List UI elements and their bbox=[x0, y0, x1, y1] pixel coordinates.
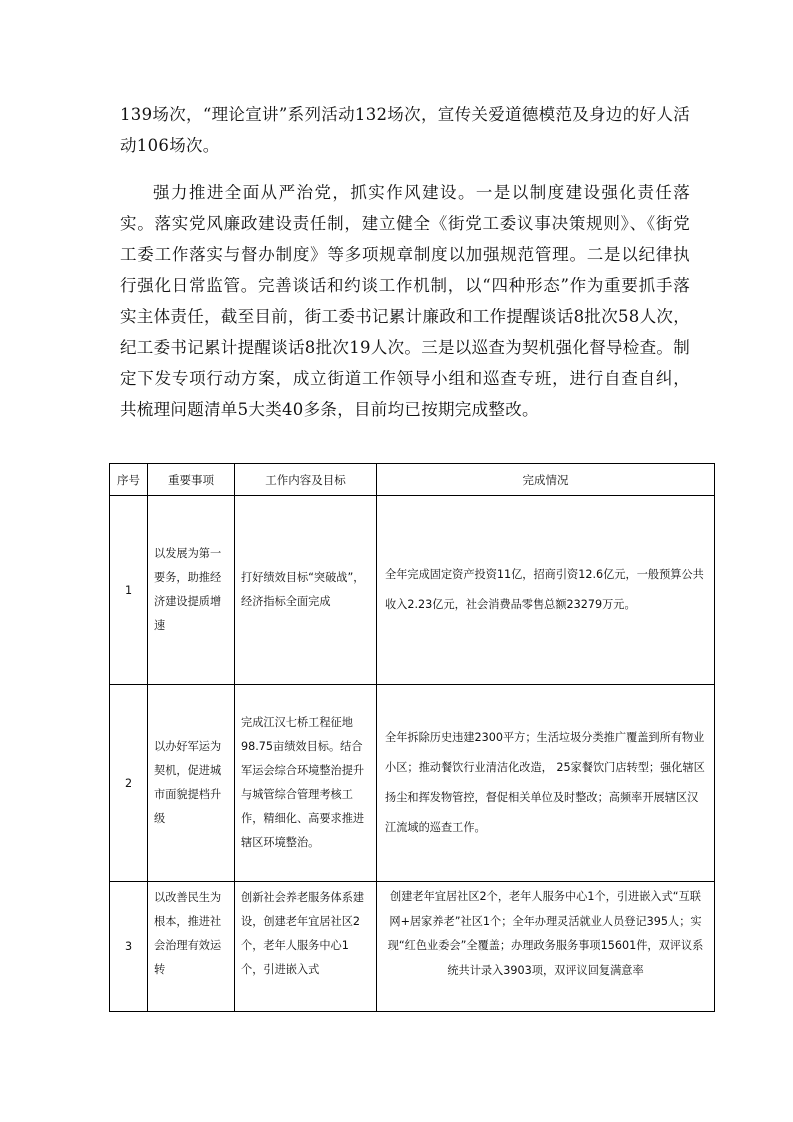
work-summary-table bbox=[109, 463, 715, 1012]
table-row bbox=[110, 496, 715, 685]
row-goal: 完成江汉七桥工程征地98.75亩绩效目标。结合军运会综合环境整治提升与城管综合管理考核工作，精细化、高要求推进辖区环境整治。 bbox=[235, 685, 377, 882]
row-item: 以发展为第一要务，助推经济建设提质增速 bbox=[148, 496, 235, 685]
row-seq: 2 bbox=[110, 685, 148, 882]
table-row bbox=[110, 685, 715, 882]
row-goal: 打好绩效目标“突破战”，经济指标全面完成 bbox=[235, 496, 377, 685]
header-item: 重要事项 bbox=[148, 464, 235, 496]
row-goal: 创新社会养老服务体系建设，创建老年宜居社区2个，老年人服务中心1个，引进嵌入式 bbox=[241, 891, 365, 976]
row-item: 以改善民生为根本，推进社会治理有效运转 bbox=[154, 891, 222, 976]
row-result: 创建老年宜居社区2个，老年人服务中心1个，引进嵌入式“互联网+居家养老”社区1个；全年办理灵活就业人员登记395人；实现“红色业委会”全覆盖；办理政务服务事项15601件，双评议系统共计录入3903项，双评议回复满意率 bbox=[387, 890, 704, 977]
header-seq: 序号 bbox=[110, 464, 148, 496]
header-result: 完成情况 bbox=[377, 464, 715, 496]
table-header-row bbox=[110, 464, 715, 496]
row-seq: 3 bbox=[110, 882, 148, 1012]
row-result: 全年完成固定资产投资11亿，招商引资12.6亿元，一般预算公共收入2.23亿元，社会消费品零售总额23279万元。 bbox=[377, 496, 715, 685]
row-item: 以办好军运为契机，促进城市面貌提档升级 bbox=[148, 685, 235, 882]
table-row bbox=[110, 882, 715, 1012]
header-goal: 工作内容及目标 bbox=[235, 464, 377, 496]
row-seq: 1 bbox=[110, 496, 148, 685]
row-goal-cell bbox=[235, 882, 377, 1012]
row-item-cell bbox=[148, 882, 235, 1012]
paragraph-party-discipline: 强力推进全面从严治党，抓实作风建设。一是以制度建设强化责任落实。落实党风廉政建设责任制，建立健全《街党工委议事决策规则》、《街党工委工作落实与督办制度》等多项规章制度以加强规范管理。二是以纪律执行强化日常监管。完善谈话和约谈工作机制，以“四种形态”作为重要抓手落实主体责任，截至目前，街工委书记累计廉政和工作提醒谈话8批次58人次，纪工委书记累计提醒谈话8批次19人次。三是以巡查为契机强化督导检查。制定下发专项行动方案，成立街道工作领导小组和巡查专班，进行自查自纠，共梳理问题清单5大类40多条，目前均已按期完成整改。 bbox=[120, 183, 690, 419]
paragraph-activities: 139场次，“理论宣讲”系列活动132场次，宣传关爱道德模范及身边的好人活动106场次。 bbox=[120, 105, 690, 155]
row-result-cell bbox=[377, 882, 715, 1012]
row-result: 全年拆除历史违建2300平方；生活垃圾分类推广覆盖到所有物业小区；推动餐饮行业清洁化改造， 25家餐饮门店转型；强化辖区扬尘和挥发物管控，督促相关单位及时整改；高频率开展辖区汉江流域的巡查工作。 bbox=[377, 685, 715, 882]
